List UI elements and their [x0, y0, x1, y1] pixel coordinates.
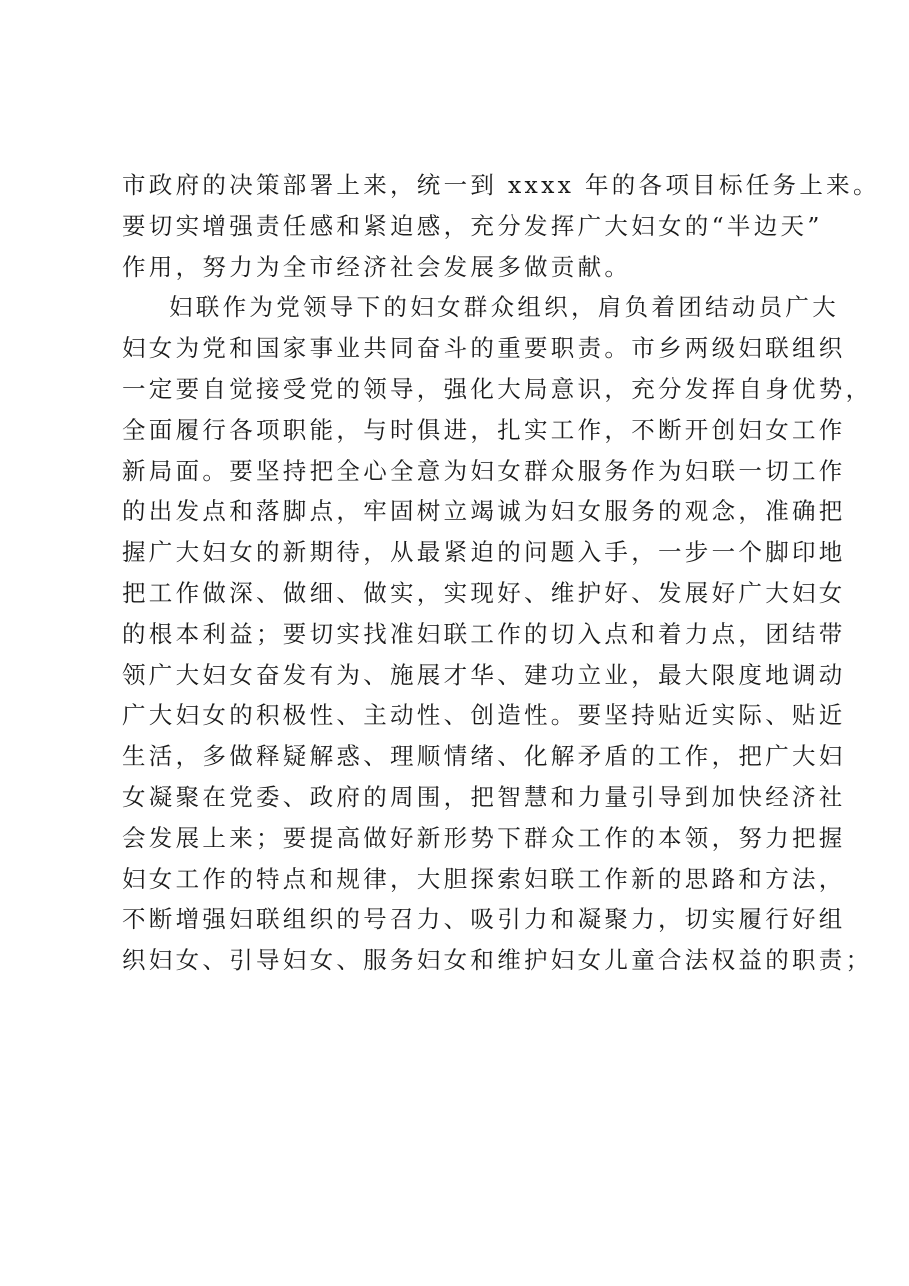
paragraph-first-line: 妇联作为党领导下的妇女群众组织，肩负着团结动员广大 — [169, 293, 839, 322]
text-line: 一定要自觉接受党的领导，强化大局意识，充分发挥自身优势， — [122, 374, 873, 403]
text-line: 领广大妇女奋发有为、施展才华、建功立业，最大限度地调动 — [122, 660, 846, 689]
text-line: 会发展上来；要提高做好新形势下群众工作的本领，努力把握 — [122, 823, 846, 852]
text-line: 女凝聚在党委、政府的周围，把智慧和力量引导到加快经济社 — [122, 782, 846, 811]
text-line: 织妇女、引导妇女、服务妇女和维护妇女儿童合法权益的职责； — [122, 946, 873, 975]
text-line: 生活，多做释疑解惑、理顺情绪、化解矛盾的工作，把广大妇 — [122, 742, 846, 771]
text-line: 新局面。要坚持把全心全意为妇女群众服务作为妇联一切工作 — [122, 456, 846, 485]
text-line: 妇女工作的特点和规律，大胆探索妇联工作新的思路和方法， — [122, 864, 846, 893]
text-line: 握广大妇女的新期待，从最紧迫的问题入手，一步一个脚印地 — [122, 538, 846, 567]
text-line: 的根本利益；要切实找准妇联工作的切入点和着力点，团结带 — [122, 619, 846, 648]
text-line: 作用，努力为全市经济社会发展多做贡献。 — [122, 252, 632, 281]
text-line: 不断增强妇联组织的号召力、吸引力和凝聚力，切实履行好组 — [122, 905, 846, 934]
text-line: 全面履行各项职能，与时俱进，扎实工作，不断开创妇女工作 — [122, 415, 846, 444]
text-line: 要切实增强责任感和紧迫感，充分发挥广大妇女的“半边天” — [122, 211, 823, 240]
text-line: 市政府的决策部署上来，统一到 xxxx 年的各项目标任务上来。 — [122, 171, 880, 199]
document-body — [122, 165, 880, 981]
text-line: 把工作做深、做细、做实，实现好、维护好、发展好广大妇女 — [122, 578, 846, 607]
text-line: 妇女为党和国家事业共同奋斗的重要职责。市乡两级妇联组织 — [122, 334, 846, 363]
text-line: 广大妇女的积极性、主动性、创造性。要坚持贴近实际、贴近 — [122, 701, 846, 730]
text-line: 的出发点和落脚点，牢固树立竭诚为妇女服务的观念，准确把 — [122, 497, 846, 526]
